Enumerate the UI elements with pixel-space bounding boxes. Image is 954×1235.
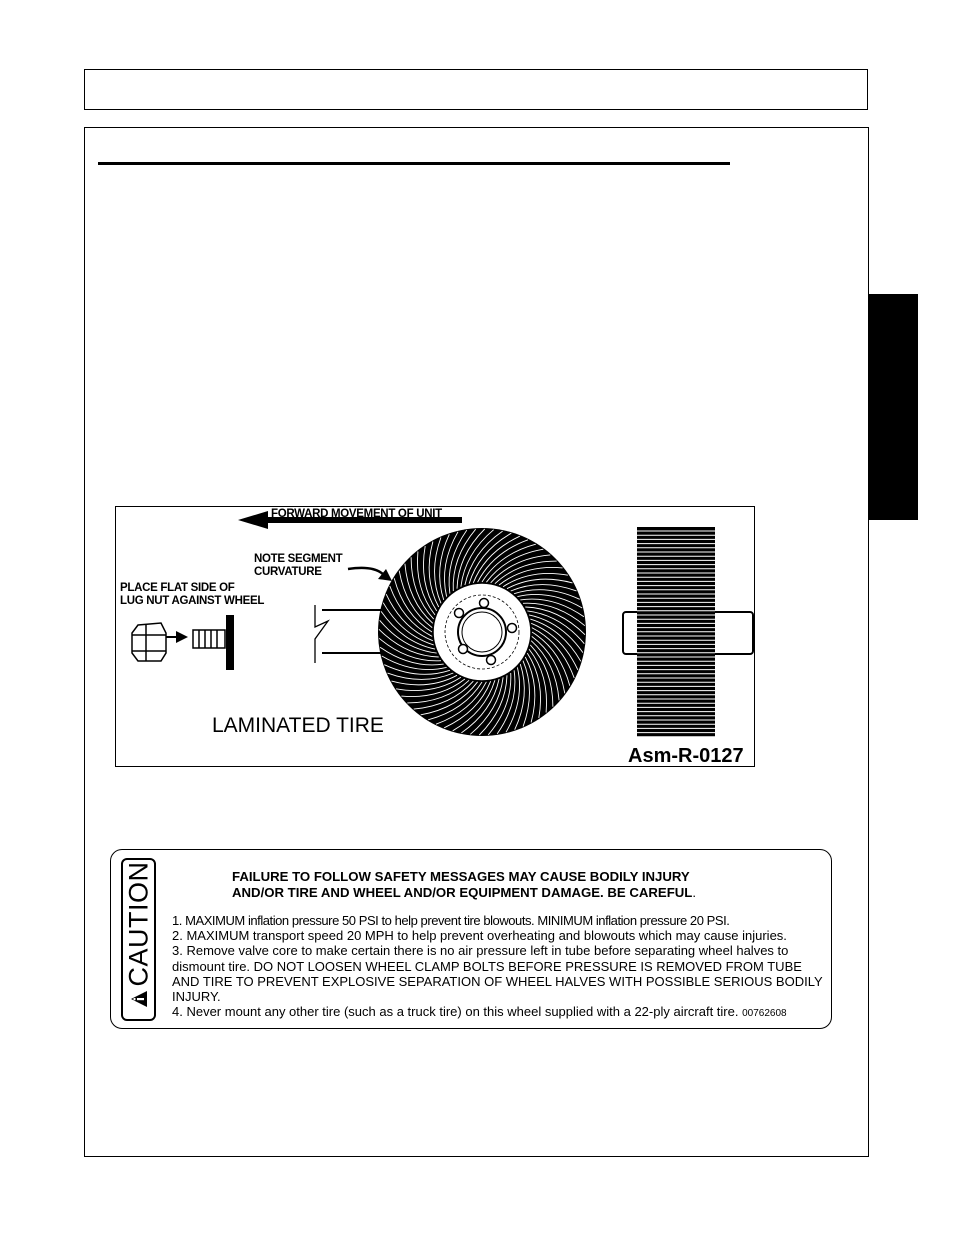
section-title-rule (98, 162, 730, 165)
caution-heading: FAILURE TO FOLLOW SAFETY MESSAGES MAY CAUSE BODILY INJURY AND/OR TIRE AND WHEEL AND/OR EQUIPMENT DAMAGE. BE CAREFUL. (232, 869, 697, 900)
lug-nut-icon (132, 623, 166, 661)
axle-break (315, 605, 384, 663)
caution-decal (110, 849, 832, 1029)
lug-nut-instruction-label: PLACE FLAT SIDE OF LUG NUT AGAINST WHEEL (120, 582, 265, 607)
wheel-plate-section (226, 615, 234, 670)
caution-instructions (172, 913, 824, 1021)
figure-id: Asm-R-0127 (628, 745, 744, 767)
page-header-box (84, 69, 868, 110)
caution-item: 3. Remove valve core to make certain there is no air pressure left in tube before separating wheel halves to dismount tire. DO NOT LOOSEN WHEEL CLAMP BOLTS BEFORE PRESSURE IS REMOVED FROM TUBE AND TIRE TO PREVENT EXPLOSIVE SEPARATION OF WHEEL HALVES WITH POSSIBLE SERIOUS BODILY INJURY. (172, 943, 823, 1005)
section-thumb-tab (869, 294, 918, 520)
decal-part-number: 00762608 (742, 1008, 787, 1020)
caution-item: 2. MAXIMUM transport speed 20 MPH to help prevent overheating and blowouts which may cause injuries. (172, 928, 787, 944)
laminated-tire-edge-view (623, 527, 753, 737)
caution-word: CAUTION (123, 861, 153, 986)
warning-triangle-icon (129, 989, 149, 1009)
segment-curvature-label: NOTE SEGMENT CURVATURE (254, 553, 343, 578)
caution-badge (121, 858, 156, 1021)
figure-title: LAMINATED TIRE (212, 714, 384, 737)
forward-movement-label: FORWARD MOVEMENT OF UNIT (271, 508, 442, 520)
lug-arrow-icon (166, 631, 188, 643)
laminated-tire-figure (115, 506, 755, 767)
laminated-tire-side-view (378, 528, 586, 736)
curvature-pointer-icon (348, 568, 392, 581)
wheel-stud-icon (193, 630, 225, 648)
caution-item: 4. Never mount any other tire (such as a truck tire) on this wheel supplied with a 22-ply aircraft tire. 00762608 (172, 1004, 787, 1020)
caution-item: 1. MAXIMUM inflation pressure 50 PSI to help prevent tire blowouts. MINIMUM inflation pressure 20 PSI. (172, 913, 730, 928)
